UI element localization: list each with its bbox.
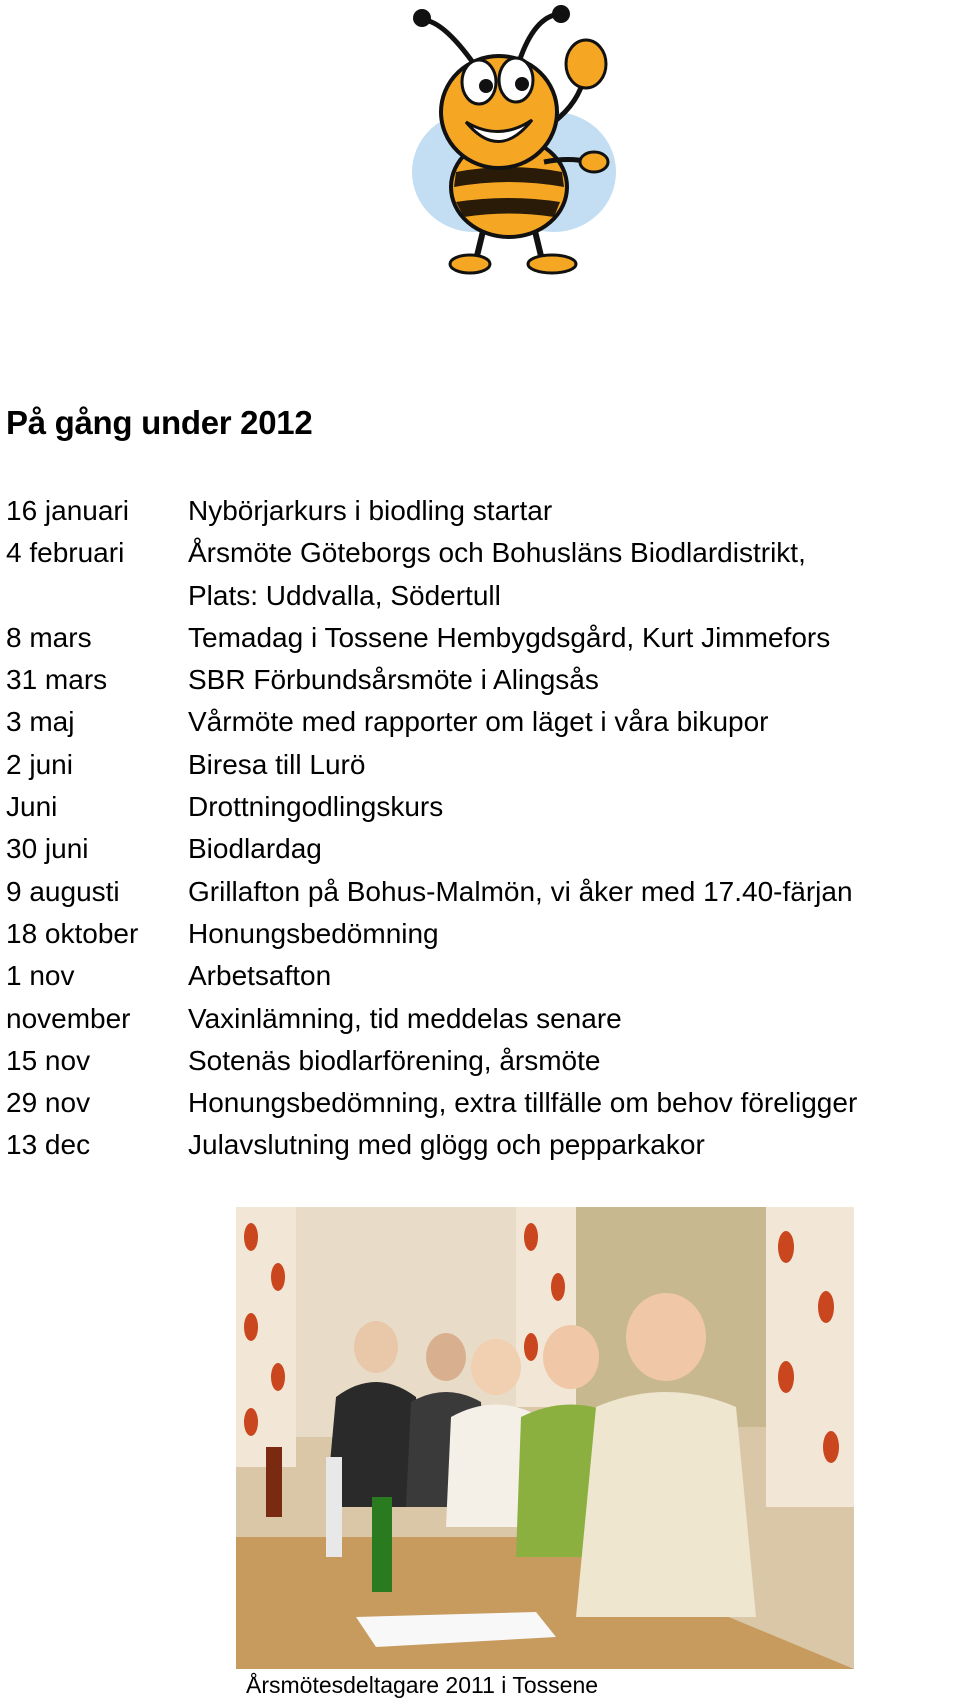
event-description: Grillafton på Bohus-Malmön, vi åker med 17.40-färjan	[188, 875, 853, 907]
event-description: Julavslutning med glögg och pepparkakor	[188, 1129, 705, 1161]
event-description: Arbetsafton	[188, 960, 332, 992]
meeting-photo	[236, 1207, 854, 1669]
event-description: Sotenäs biodlarförening, årsmöte	[188, 1044, 601, 1076]
event-date: 15 nov	[6, 1044, 91, 1076]
event-description: Årsmöte Göteborgs och Bohusläns Biodlardistrikt,	[188, 537, 806, 569]
event-description: Vaxinlämning, tid meddelas senare	[188, 1002, 622, 1034]
event-row	[6, 575, 956, 617]
event-row	[6, 617, 956, 659]
event-row	[6, 828, 956, 870]
event-row	[6, 871, 956, 913]
event-date: 31 mars	[6, 664, 108, 696]
event-description: SBR Förbundsårsmöte i Alingsås	[188, 664, 599, 696]
page-title: På gång under 2012	[6, 404, 313, 441]
event-row	[6, 1040, 956, 1082]
event-date: 13 dec	[6, 1129, 91, 1161]
event-description: Honungsbedömning, extra tillfälle om behov föreligger	[188, 1087, 858, 1119]
event-row	[6, 701, 956, 743]
event-description: Biresa till Lurö	[188, 748, 366, 780]
event-date: 1 nov	[6, 960, 75, 992]
event-row	[6, 998, 956, 1040]
event-schedule	[6, 490, 956, 1167]
event-row	[6, 913, 956, 955]
event-date: 9 augusti	[6, 875, 120, 907]
bee-mascot-icon	[404, 2, 624, 284]
event-date: 29 nov	[6, 1087, 91, 1119]
event-description: Plats: Uddvalla, Södertull	[188, 579, 501, 611]
event-row	[6, 659, 956, 701]
event-date: 30 juni	[6, 833, 89, 865]
event-date: Juni	[6, 791, 58, 823]
event-description: Nybörjarkurs i biodling startar	[188, 495, 553, 526]
event-date: 2 juni	[6, 748, 73, 780]
event-date: 18 oktober	[6, 917, 139, 949]
bee-mascot-logo	[404, 2, 624, 284]
event-row	[6, 955, 956, 997]
photo-caption: Årsmötesdeltagare 2011 i Tossene	[246, 1672, 599, 1698]
event-row	[6, 1082, 956, 1124]
event-row	[6, 744, 956, 786]
event-description: Temadag i Tossene Hembygdsgård, Kurt Jimmefors	[188, 621, 831, 653]
event-description: Biodlardag	[188, 833, 322, 865]
event-row	[6, 1124, 956, 1166]
event-date: 8 mars	[6, 621, 92, 653]
event-date: 16 januari	[6, 495, 129, 526]
event-date: november	[6, 1002, 131, 1034]
event-date: 3 maj	[6, 706, 75, 738]
event-row	[6, 532, 956, 574]
event-row	[6, 786, 956, 828]
event-description: Honungsbedömning	[188, 917, 439, 949]
event-description: Vårmöte med rapporter om läget i våra bikupor	[188, 706, 769, 738]
event-date: 4 februari	[6, 537, 125, 569]
event-description: Drottningodlingskurs	[188, 791, 444, 823]
event-row	[6, 490, 956, 532]
